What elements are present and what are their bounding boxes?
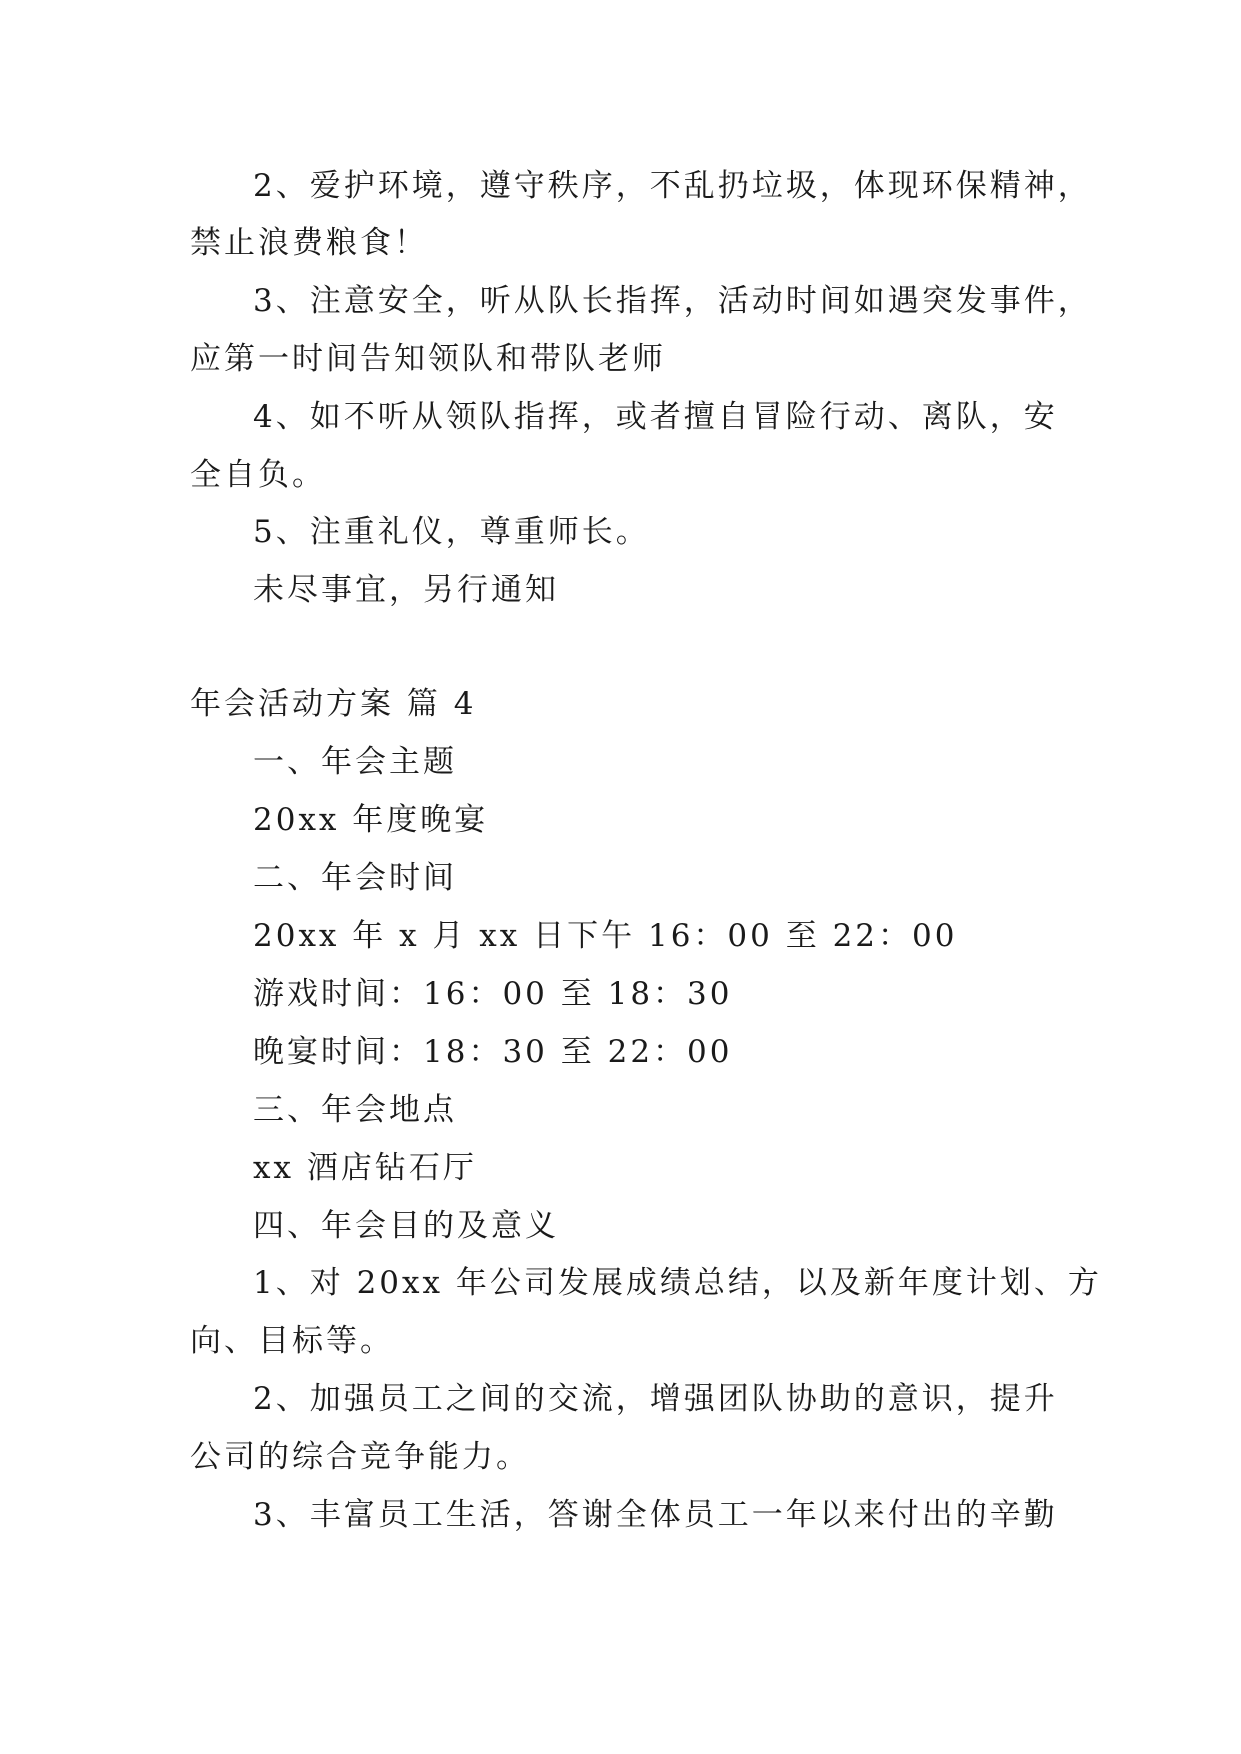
paragraph-line: 未尽事宜，另行通知 [253, 572, 559, 608]
paragraph-line: 2、加强员工之间的交流，增强团队协助的意识，提升 [253, 1381, 1058, 1417]
section-heading: 二、年会时间 [253, 860, 457, 896]
paragraph-line: xx 酒店钻石厅 [253, 1150, 477, 1186]
paragraph-line: 向、目标等。 [190, 1323, 394, 1359]
paragraph-line: 3、丰富员工生活，答谢全体员工一年以来付出的辛勤 [253, 1497, 1058, 1533]
paragraph-line: 1、对 20xx 年公司发展成绩总结，以及新年度计划、方 [253, 1265, 1102, 1301]
paragraph-line: 全自负。 [190, 457, 326, 493]
paragraph-line: 禁止浪费粮食！ [190, 225, 428, 261]
section-heading: 一、年会主题 [253, 744, 457, 780]
paragraph-line: 晚宴时间：18：30 至 22：00 [253, 1034, 733, 1070]
paragraph-line: 3、注意安全，听从队长指挥，活动时间如遇突发事件， [253, 283, 1092, 319]
paragraph-line: 游戏时间：16：00 至 18：30 [253, 976, 733, 1012]
paragraph-line: 公司的综合竞争能力。 [190, 1439, 530, 1475]
paragraph-line: 5、注重礼仪，尊重师长。 [253, 514, 650, 550]
section-heading: 四、年会目的及意义 [253, 1208, 559, 1244]
paragraph-line: 20xx 年度晚宴 [253, 802, 489, 838]
section-heading: 三、年会地点 [253, 1092, 457, 1128]
section-title: 年会活动方案 篇 4 [190, 686, 477, 722]
paragraph-line: 20xx 年 x 月 xx 日下午 16：00 至 22：00 [253, 918, 958, 954]
paragraph-line: 2、爱护环境，遵守秩序，不乱扔垃圾，体现环保精神， [253, 168, 1092, 204]
paragraph-line: 4、如不听从领队指挥，或者擅自冒险行动、离队，安 [253, 399, 1058, 435]
paragraph-line: 应第一时间告知领队和带队老师 [190, 341, 666, 377]
